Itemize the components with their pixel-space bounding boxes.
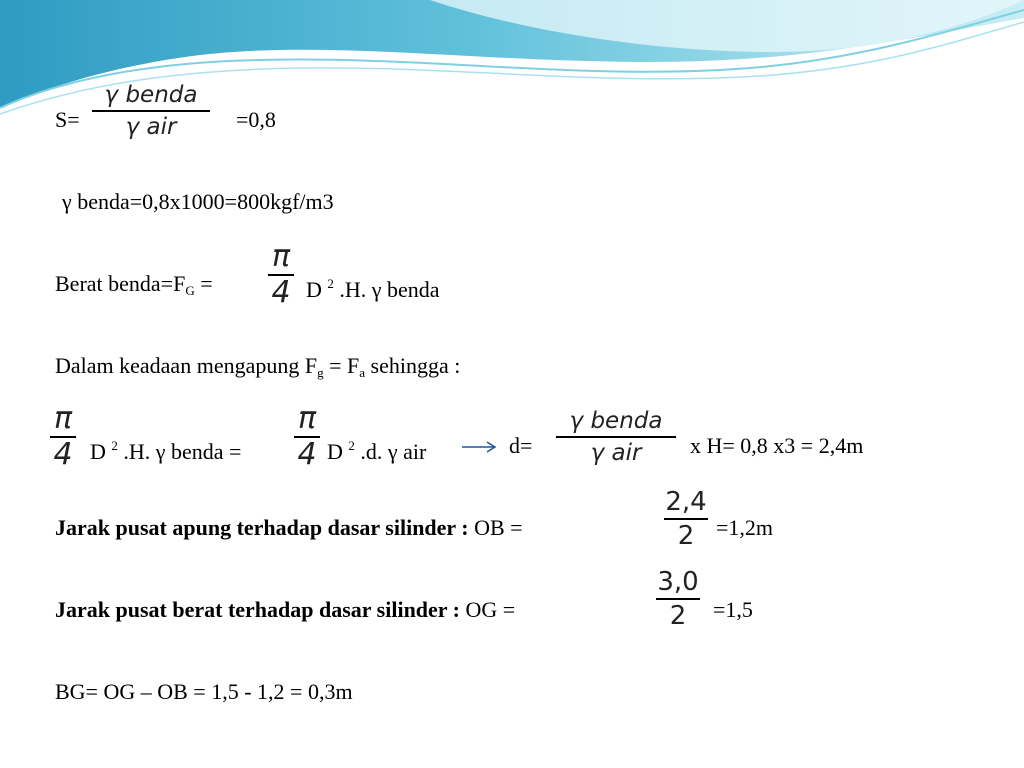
s-label: S= xyxy=(55,107,80,132)
fraction-numerator: 3,0 xyxy=(657,567,699,597)
floating-condition xyxy=(55,346,460,386)
d-symbol: D xyxy=(327,439,343,464)
floating-suffix: sehingga : xyxy=(370,353,461,378)
fraction-gamma-ratio-2 xyxy=(556,406,676,468)
balance-right-side xyxy=(327,426,426,472)
fraction-numerator: 2,4 xyxy=(665,487,707,517)
fraction-og xyxy=(656,566,700,632)
denominator-four: 4 xyxy=(297,436,317,472)
fraction-denominator: 2 xyxy=(669,600,687,631)
balance-right-rest: .d. γ air xyxy=(360,439,427,464)
fraction-denominator: γ air xyxy=(590,439,642,466)
gravity-center-line xyxy=(55,590,515,630)
fraction-denominator: 2 xyxy=(677,520,695,551)
fraction-denominator: γ air xyxy=(125,113,177,140)
specific-gravity-result: =0,8 xyxy=(236,107,276,132)
subscript-g: g xyxy=(317,365,324,380)
d-symbol: D xyxy=(90,439,106,464)
floating-prefix: Dalam keadaan mengapung F xyxy=(55,353,318,378)
equation-specific-gravity xyxy=(55,100,80,140)
depth-result: x H= 0,8 x3 = 2,4m xyxy=(690,433,864,458)
og-label: OG = xyxy=(465,597,516,622)
fraction-gamma-ratio-1 xyxy=(92,80,210,142)
fraction-numerator: γ benda xyxy=(569,408,663,434)
fraction-pi-over-4-left xyxy=(50,402,76,472)
fraction-pi-over-4-right xyxy=(294,402,320,472)
fraction-ob xyxy=(664,486,708,552)
equals-sign: = xyxy=(200,271,213,296)
exponent-2: 2 xyxy=(348,438,355,453)
weight-rest: .H. γ benda xyxy=(339,277,440,302)
ob-label: OB = xyxy=(474,515,523,540)
weight-prefix: Berat benda=F xyxy=(55,271,186,296)
bg-calculation: BG= OG – OB = 1,5 - 1,2 = 0,3m xyxy=(55,679,353,704)
balance-left-side xyxy=(90,426,241,472)
exponent-2: 2 xyxy=(327,276,334,291)
buoyancy-center-line xyxy=(55,508,523,548)
d-symbol: D xyxy=(306,277,322,302)
og-result: =1,5 xyxy=(713,597,753,622)
weight-equation xyxy=(55,264,213,304)
gamma-benda-calculation: γ benda=0,8x1000=800kgf/m3 xyxy=(62,189,334,214)
d-equals: d= xyxy=(509,433,533,458)
buoyancy-center-label: Jarak pusat apung terhadap dasar silinder : xyxy=(55,515,469,540)
pi-symbol: π xyxy=(271,239,291,274)
pi-symbol: π xyxy=(297,401,317,436)
fraction-numerator: γ benda xyxy=(104,82,198,108)
subscript-a: a xyxy=(359,365,366,380)
gravity-center-label: Jarak pusat berat terhadap dasar silinder : xyxy=(55,597,461,622)
subscript-g: G xyxy=(185,283,195,298)
pi-symbol: π xyxy=(53,401,73,436)
denominator-four: 4 xyxy=(271,274,291,310)
denominator-four: 4 xyxy=(53,436,73,472)
exponent-2: 2 xyxy=(111,438,118,453)
floating-mid: = F xyxy=(329,353,360,378)
balance-mid: .H. γ benda = xyxy=(123,439,242,464)
ob-result: =1,2m xyxy=(716,515,774,540)
weight-equation-rest xyxy=(306,264,440,310)
fraction-pi-over-4 xyxy=(268,240,294,310)
right-arrow-icon xyxy=(461,440,497,454)
